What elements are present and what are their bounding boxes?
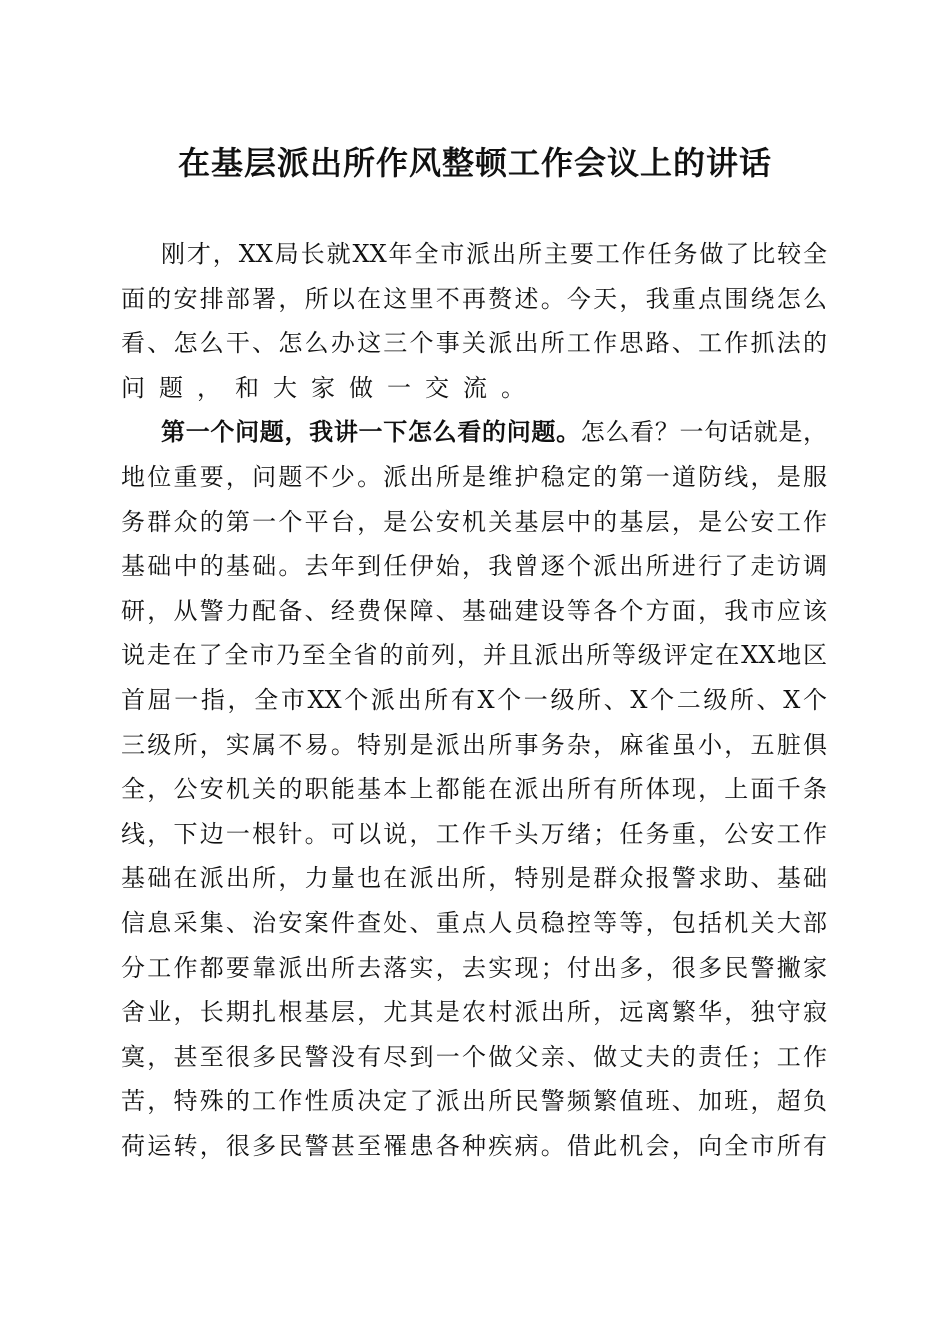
paragraph: [121, 234, 827, 412]
text-line: 基础中的基础。去年到任伊始，我曾逐个派出所进行了走访调: [121, 552, 827, 581]
bold-lead-sentence: 第一个问题，我讲一下怎么看的问题。: [161, 417, 581, 447]
text-line: 荷运转，很多民警甚至罹患各种疾病。借此机会，向全市所有: [121, 1131, 827, 1160]
line-text: 怎么看？一句话就是，: [580, 418, 828, 447]
text-line: 寞，甚至很多民警没有尽到一个做父亲、做丈夫的责任；工作: [121, 1042, 827, 1071]
text-line: 说走在了全市乃至全省的前列，并且派出所等级评定在XX地区: [121, 641, 827, 670]
paragraph: [121, 412, 827, 1170]
text-line: 地位重要，问题不少。派出所是维护稳定的第一道防线，是服: [121, 462, 827, 491]
text-line: 舍业，长期扎根基层，尤其是农村派出所，远离繁华，独守寂: [121, 998, 827, 1027]
text-line: 基础在派出所，力量也在派出所，特别是群众报警求助、基础: [121, 864, 827, 893]
text-line: 刚才，XX局长就XX年全市派出所主要工作任务做了比较全: [161, 240, 827, 268]
text-line: [121, 412, 827, 457]
text-line: 务群众的第一个平台，是公安机关基层中的基层，是公安工作: [121, 507, 827, 536]
text-line: 首屈一指，全市XX个派出所有X个一级所、X个二级所、X个: [121, 685, 827, 714]
text-line: 研，从警力配备、经费保障、基础建设等各个方面，我市应该: [121, 596, 827, 625]
text-line: 问题，和大家做一交流。: [121, 373, 539, 402]
text-line: 线，下边一根针。可以说，工作千头万绪；任务重，公安工作: [121, 819, 827, 848]
text-line: 全，公安机关的职能基本上都能在派出所有所体现，上面千条: [121, 775, 827, 804]
text-line: 面的安排部署，所以在这里不再赘述。今天，我重点围绕怎么: [121, 284, 827, 313]
text-line: 三级所，实属不易。特别是派出所事务杂，麻雀虽小，五脏俱: [121, 730, 827, 759]
text-line: 分工作都要靠派出所去落实，去实现；付出多，很多民警撇家: [121, 953, 827, 982]
document-body: [121, 234, 827, 1170]
document-title: 在基层派出所作风整顿工作会议上的讲话: [177, 144, 772, 182]
text-line: 看、怎么干、怎么办这三个事关派出所工作思路、工作抓法的: [121, 329, 827, 358]
text-line: 苦，特殊的工作性质决定了派出所民警频繁值班、加班，超负: [121, 1087, 827, 1116]
text-line: 信息采集、治安案件查处、重点人员稳控等等，包括机关大部: [121, 908, 827, 937]
